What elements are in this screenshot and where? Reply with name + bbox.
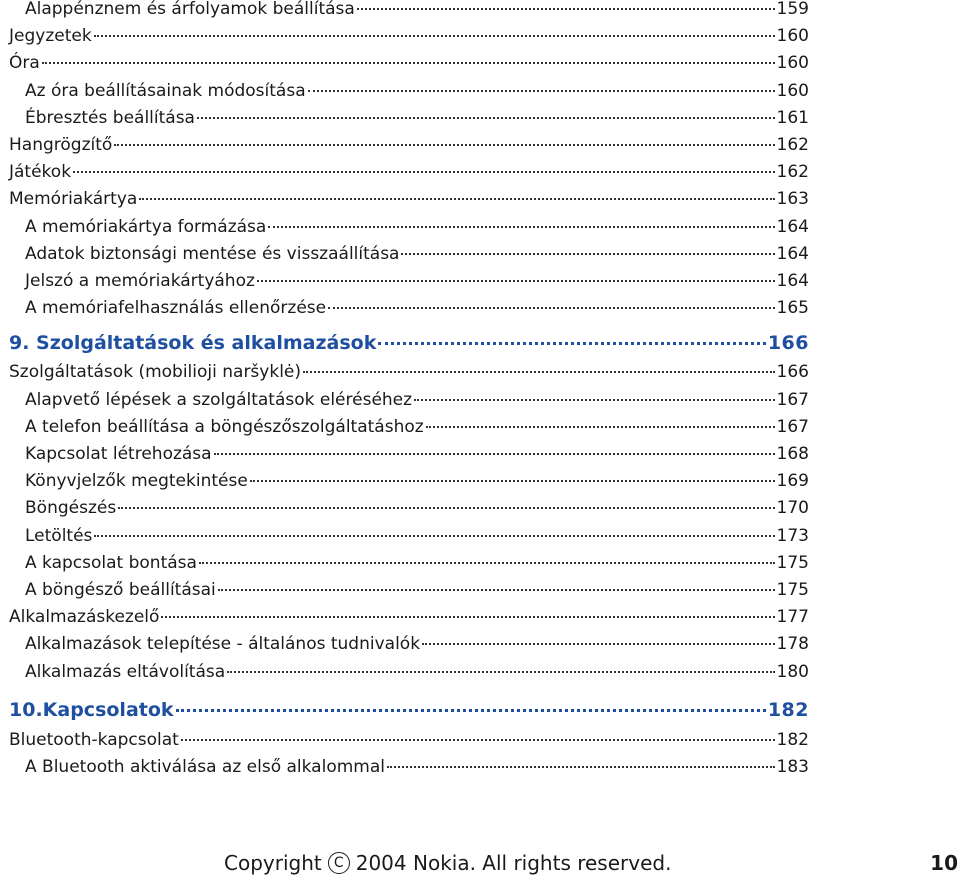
- toc-entry-title: Adatok biztonsági mentése és visszaállítása: [25, 243, 400, 264]
- toc-entry[interactable]: [25, 297, 809, 321]
- page-number: 10: [930, 851, 958, 875]
- toc-entry-title: Hangrögzítő: [9, 135, 113, 155]
- toc-entry-title: Ébresztés beállítása: [25, 107, 195, 128]
- toc-entry[interactable]: [25, 389, 809, 413]
- toc-entry[interactable]: [25, 243, 809, 267]
- copyright-icon: C: [328, 852, 350, 874]
- toc-entry[interactable]: [25, 470, 809, 494]
- toc-entry[interactable]: [25, 633, 809, 657]
- toc-dot-leader: [426, 426, 775, 428]
- toc-chapter-heading[interactable]: [9, 699, 809, 727]
- toc-dot-leader: [114, 144, 774, 146]
- toc-entry-title: 9. Szolgáltatások és alkalmazások: [9, 332, 377, 355]
- toc-entry-page: 163: [776, 189, 809, 210]
- toc-entry-title: A böngésző beállításai: [25, 580, 216, 600]
- toc-dot-leader: [387, 766, 775, 768]
- toc-entry-title: Alappénznem és árfolyamok beállítása: [25, 0, 355, 19]
- toc-entry[interactable]: [25, 0, 809, 22]
- toc-entry-page: 162: [776, 162, 809, 183]
- toc-dot-leader: [257, 280, 775, 282]
- copyright-notice: [224, 851, 671, 875]
- toc-dot-leader: [197, 117, 775, 119]
- toc-entry-page: 178: [776, 634, 809, 655]
- toc-entry[interactable]: [9, 188, 809, 212]
- toc-entry-title: Az óra beállításainak módosítása: [25, 80, 306, 101]
- toc-dot-leader: [357, 8, 775, 10]
- toc-dot-leader: [378, 342, 766, 345]
- toc-entry[interactable]: [9, 361, 809, 385]
- toc-entry-page: 182: [776, 729, 809, 750]
- toc-entry-title: Könyvjelzők megtekintése: [25, 471, 248, 492]
- toc-dot-leader: [401, 253, 774, 255]
- toc-entry[interactable]: [25, 661, 809, 685]
- toc-entry-page: 167: [776, 389, 809, 410]
- toc-entry[interactable]: [25, 216, 809, 240]
- toc-entry-title: Alkalmazáskezelő: [9, 607, 160, 628]
- toc-dot-leader: [422, 643, 775, 645]
- toc-entry-page: 169: [776, 471, 809, 492]
- toc-entry-title: Alapvető lépések a szolgáltatások eléréséhez: [25, 389, 413, 410]
- toc-entry[interactable]: [25, 525, 809, 549]
- toc-dot-leader: [94, 535, 774, 537]
- toc-entry[interactable]: [25, 756, 809, 780]
- toc-entry-page: 166: [767, 332, 809, 355]
- toc-entry-page: 164: [776, 243, 809, 264]
- toc-entry-title: Bluetooth-kapcsolat: [9, 729, 179, 750]
- toc-chapter-heading[interactable]: [9, 332, 809, 360]
- toc-entry-title: Jelszó a memóriakártyához: [25, 271, 255, 291]
- toc-entry-page: 160: [776, 26, 809, 47]
- toc-dot-leader: [94, 35, 775, 37]
- toc-dot-leader: [181, 739, 775, 741]
- toc-entry[interactable]: [25, 443, 809, 467]
- toc-dot-leader: [42, 62, 775, 64]
- toc-entry-title: A kapcsolat bontása: [25, 552, 197, 573]
- toc-entry-title: Játékok: [9, 162, 72, 183]
- page-footer: [0, 851, 960, 881]
- toc-entry-page: 182: [767, 698, 809, 721]
- toc-entry-page: 167: [776, 416, 809, 437]
- toc-entry-title: Alkalmazás eltávolítása: [25, 661, 226, 682]
- toc-dot-leader: [118, 507, 774, 509]
- toc-dot-leader: [250, 480, 775, 482]
- toc-entry[interactable]: [25, 552, 809, 576]
- toc-entry[interactable]: [25, 80, 809, 104]
- toc-entry[interactable]: [9, 729, 809, 753]
- toc-entry-page: 160: [776, 80, 809, 101]
- toc-entry[interactable]: [9, 606, 809, 630]
- toc-entry[interactable]: [9, 134, 809, 158]
- toc-dot-leader: [308, 90, 775, 92]
- toc-entry-page: 159: [776, 0, 809, 19]
- toc-entry-page: 177: [776, 607, 809, 628]
- toc-dot-leader: [227, 671, 774, 673]
- toc-entry-page: 162: [776, 135, 809, 155]
- copyright-label: Copyright: [224, 851, 322, 875]
- toc-entry[interactable]: [25, 497, 809, 521]
- toc-entry-page: 164: [776, 216, 809, 237]
- toc-entry-page: 175: [776, 580, 809, 600]
- toc-entry-page: 164: [776, 271, 809, 291]
- toc-entry[interactable]: [25, 416, 809, 440]
- toc-entry-page: 168: [776, 444, 809, 464]
- toc-entry[interactable]: [9, 161, 809, 185]
- toc-entry-title: Óra: [9, 53, 40, 74]
- toc-dot-leader: [328, 307, 774, 309]
- toc-entry-page: 166: [776, 362, 809, 383]
- toc-dot-leader: [73, 171, 775, 173]
- toc-entry-page: 183: [776, 757, 809, 777]
- toc-entry-title: Kapcsolat létrehozása: [25, 444, 212, 464]
- toc-entry-page: 173: [776, 525, 809, 546]
- toc-entry-page: 165: [776, 298, 809, 319]
- toc-entry-title: A memóriafelhasználás ellenőrzése: [25, 298, 327, 319]
- toc-entry-title: Memóriakártya: [9, 189, 138, 210]
- toc-entry-page: 170: [776, 498, 809, 519]
- toc-entry-page: 160: [776, 53, 809, 74]
- toc-dot-leader: [176, 709, 766, 712]
- toc-entry[interactable]: [25, 107, 809, 131]
- toc-dot-leader: [218, 589, 775, 591]
- toc-entry-page: 180: [776, 661, 809, 682]
- toc-entry[interactable]: [25, 270, 809, 294]
- toc-entry-title: Szolgáltatások (mobilioji naršyklė): [9, 362, 302, 383]
- toc-entry-title: Alkalmazások telepítése - általános tudnivalók: [25, 634, 421, 655]
- toc-entry-title: A Bluetooth aktiválása az első alkalommal: [25, 757, 385, 777]
- toc-dot-leader: [268, 226, 774, 228]
- toc-entry-title: Jegyzetek: [9, 26, 92, 47]
- toc-dot-leader: [199, 562, 775, 564]
- toc-entry[interactable]: [9, 52, 809, 76]
- toc-dot-leader: [161, 616, 774, 618]
- toc-dot-leader: [414, 399, 774, 401]
- toc-dot-leader: [214, 453, 775, 455]
- toc-entry-title: Böngészés: [25, 498, 117, 519]
- toc-entry-page: 175: [776, 552, 809, 573]
- toc-entry-title: A memóriakártya formázása: [25, 216, 267, 237]
- toc-entry[interactable]: [25, 579, 809, 603]
- toc-dot-leader: [139, 198, 774, 200]
- toc-entry-title: Letöltés: [25, 525, 93, 546]
- toc-entry-page: 161: [776, 107, 809, 128]
- copyright-text: 2004 Nokia. All rights reserved.: [355, 851, 672, 875]
- toc-dot-leader: [303, 371, 775, 373]
- toc-entry-title: 10.Kapcsolatok: [9, 698, 174, 721]
- toc-entry-title: A telefon beállítása a böngészőszolgáltatáshoz: [25, 416, 424, 437]
- toc-entry[interactable]: [9, 25, 809, 49]
